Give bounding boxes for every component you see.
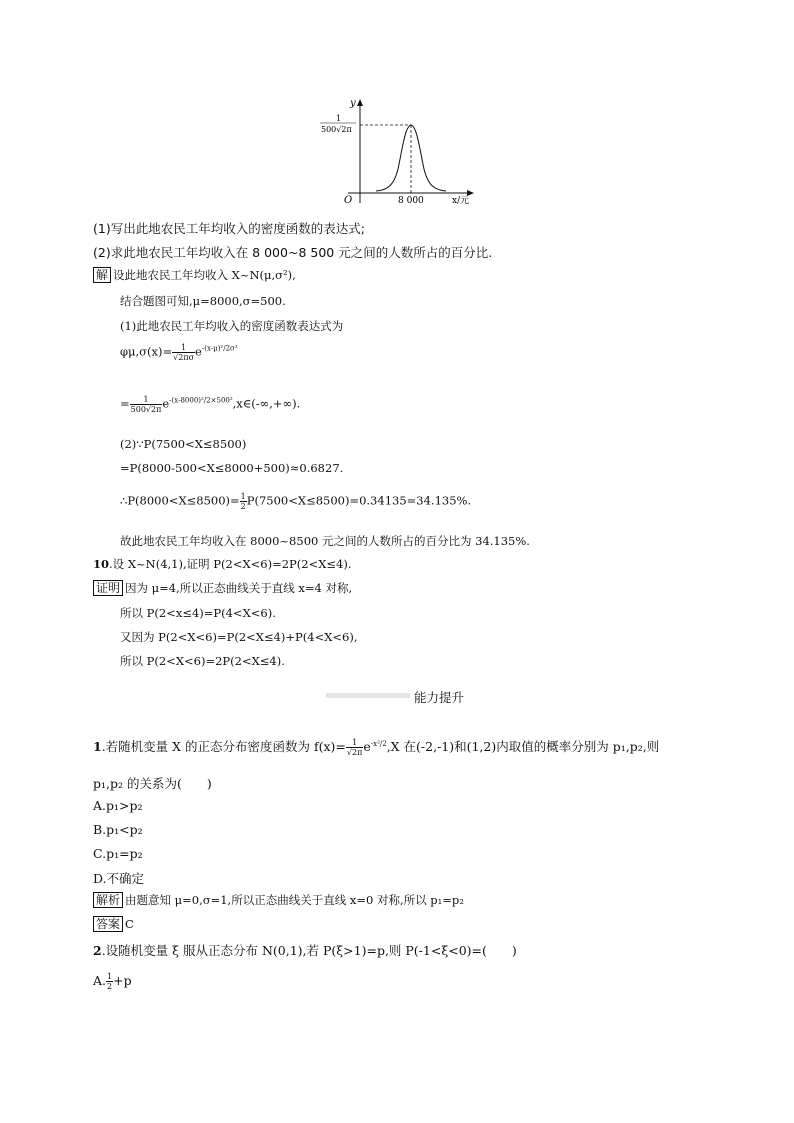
p2-opt-a-suffix: +p — [113, 973, 132, 988]
p2-option-a — [93, 972, 132, 991]
solution-conclusion: 故此地农民工年均收入在 8000~8500 元之间的人数所占的百分比为 34.135%. — [120, 534, 530, 548]
frac-denominator: √2πσ — [173, 353, 195, 362]
frac-numerator: 1 — [172, 343, 195, 353]
formula-domain: ,x∈(-∞,+∞). — [232, 396, 301, 411]
problem-2 — [93, 941, 517, 959]
p1-fraction — [346, 738, 363, 757]
p2-opt-a-den: 2 — [107, 982, 113, 991]
q10-number: 10 — [93, 557, 110, 571]
p2-opt-a-num: 1 — [107, 972, 113, 981]
p1-answer — [93, 916, 134, 932]
p1-option-d: D.不确定 — [93, 871, 145, 886]
p1-number: 1 — [93, 739, 102, 754]
formula-lhs: φμ,σ(x)= — [120, 344, 173, 359]
half-fraction — [240, 492, 247, 511]
origin-label: O — [344, 195, 353, 206]
solution-line-1 — [93, 267, 296, 283]
exponent: -(x-μ)²/2σ² — [201, 344, 238, 353]
p1-option-b: B.p₁<p₂ — [93, 822, 143, 837]
y-frac-num: 1 — [336, 114, 342, 123]
analysis-text: 由题意知 μ=0,σ=1,所以正态曲线关于直线 x=0 对称,所以 p₁=p₂ — [125, 893, 464, 907]
solution-line-8 — [120, 492, 471, 511]
question-2: (2)求此地农民工年均收入在 8 000~8 500 元之间的人数所占的百分比. — [93, 245, 493, 260]
p1-frac-num: 1 — [346, 738, 363, 748]
y-axis-label: y — [350, 98, 356, 109]
p1-exponent: -x²/2 — [370, 739, 387, 748]
q10-proof-line-2: 所以 P(2<x≤4)=P(4<X<6). — [120, 606, 276, 620]
frac-denominator-2: 500√2π — [130, 405, 162, 414]
exp-base-2: e — [162, 396, 170, 411]
problem-1-cont: p₁,p₂ 的关系为( ) — [93, 776, 212, 791]
solution-line-6: (2)∵P(7500<X≤8500) — [120, 437, 247, 451]
half-den: 2 — [240, 502, 246, 511]
analysis-tag: 解析 — [93, 892, 123, 908]
frac-numerator-2: 1 — [130, 395, 163, 405]
solution-8b: P(7500<X≤8500)=0.34135=34.135%. — [246, 493, 472, 508]
p2-number: 2 — [93, 943, 102, 958]
solution-line-2: 结合题图可知,μ=8000,σ=500. — [120, 294, 286, 308]
solution-tag: 解 — [93, 267, 111, 283]
exp-base: e — [195, 344, 202, 359]
solution-line-7: =P(8000-500<X≤8000+500)≈0.6827. — [120, 461, 344, 475]
proof-text-1: 因为 μ=4,所以正态曲线关于直线 x=4 对称, — [125, 581, 353, 595]
q10-proof-line-1 — [93, 580, 352, 596]
question-10 — [93, 556, 352, 572]
answer-text: C — [125, 917, 134, 931]
solution-line-3: (1)此地农民工年均收入的密度函数表达式为 — [120, 319, 344, 333]
half-num: 1 — [240, 492, 246, 501]
income-density-graph — [318, 95, 478, 210]
formula-fraction-2 — [130, 395, 163, 414]
exponent-2: -(x-8000)²/2×500² — [169, 396, 233, 405]
solution-text-1: 设此地农民工年均收入 X~N(μ,σ²), — [113, 268, 296, 282]
density-formula-2: = $\frac{1}{500√2\pi}$ $e^{-(x-8000)^2/2\times 500^2},x\in(-\infty,+\infty)$. — [120, 395, 301, 414]
q10-proof-line-4: 所以 P(2<X<6)=2P(2<X≤4). — [120, 654, 285, 668]
solution-8a: ∴P(8000<X≤8500)= — [120, 493, 240, 508]
p1-option-a: A.p₁>p₂ — [93, 798, 143, 813]
p2-text: .设随机变量 ξ 服从正态分布 N(0,1),若 P(ξ>1)=p,则 P(-1<ξ<0)=( ) — [101, 943, 517, 958]
density-formula-1 — [120, 343, 238, 362]
p1-option-c: C.p₁=p₂ — [93, 846, 143, 861]
answer-tag: 答案 — [93, 916, 123, 932]
problem-1 — [93, 737, 659, 757]
section-title: 能力提升 — [414, 690, 465, 705]
x-axis-label: x/元 — [452, 196, 470, 206]
formula-fraction — [172, 343, 195, 362]
q10-proof-line-3: 又因为 P(2<X<6)=P(2<X≤4)+P(4<X<6), — [120, 630, 358, 644]
question-1: (1)写出此地农民工年均收入的密度函数的表达式; — [93, 221, 365, 236]
y-axis-arrow — [357, 99, 363, 106]
p1-analysis — [93, 892, 464, 908]
p1-text-b: ,X 在(-2,-1)和(1,2)内取值的概率分别为 p₁,p₂,则 — [386, 739, 660, 754]
p1-text-a: .若随机变量 X 的正态分布密度函数为 f(x)= — [101, 739, 346, 754]
section-header-bar — [326, 693, 410, 698]
p1-frac-den: √2π — [346, 748, 363, 757]
y-frac-den: 500√2π — [321, 125, 352, 134]
proof-tag: 证明 — [93, 580, 123, 596]
p1-exp-base: e — [363, 739, 371, 754]
p2-opt-a-prefix: A. — [93, 973, 107, 988]
x-tick-label: 8 000 — [398, 196, 424, 206]
q10-text: .设 X~N(4,1),证明 P(2<X<6)=2P(2<X≤4). — [109, 557, 352, 571]
